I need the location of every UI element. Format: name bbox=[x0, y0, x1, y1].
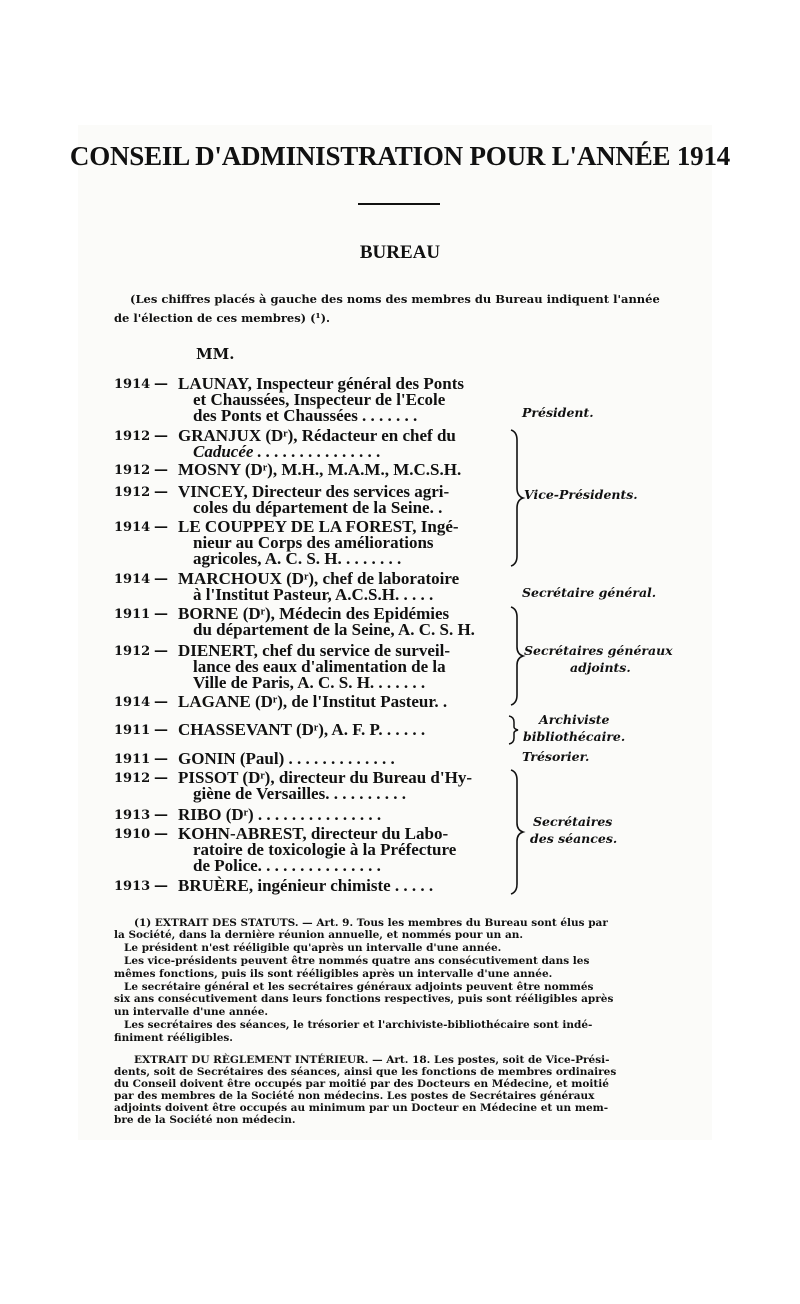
member-text-line: MOSNY (Dʳ), M.H., M.A.M., M.C.S.H. bbox=[178, 460, 462, 479]
role-secretaires-generaux-1: Secrétaires généraux bbox=[524, 643, 673, 658]
member-dash: — bbox=[154, 376, 168, 392]
role-secretaires-generaux-2: adjoints. bbox=[570, 660, 631, 675]
role-archiviste-2: bibliothécaire. bbox=[523, 729, 626, 744]
member-text-line: de Police. . . . . . . . . . . . . . . bbox=[193, 856, 381, 875]
member-text-line: Ville de Paris, A. C. S. H. . . . . . . bbox=[193, 673, 426, 692]
member-text-line: RIBO (Dʳ) . . . . . . . . . . . . . . . bbox=[178, 805, 382, 824]
brace-secretaires-generaux bbox=[505, 605, 527, 707]
member-dash: — bbox=[154, 428, 168, 444]
member-year: 1912 bbox=[114, 485, 151, 500]
member-year: 1912 bbox=[114, 429, 151, 444]
page-title: CONSEIL D'ADMINISTRATION POUR L'ANNÉE 1914 bbox=[69, 141, 731, 171]
brace-archiviste bbox=[505, 715, 521, 745]
member-dash: — bbox=[154, 807, 168, 823]
footnote-line: bre de la Société non médecin. bbox=[114, 1114, 296, 1126]
member-year: 1914 bbox=[114, 377, 151, 392]
member-year: 1910 bbox=[114, 827, 151, 842]
member-text-line: à l'Institut Pasteur, A.C.S.H. . . . . bbox=[193, 585, 434, 604]
member-dash: — bbox=[154, 751, 168, 767]
member-year: 1914 bbox=[114, 695, 151, 710]
member-text-line: ratoire de toxicologie à la Préfecture bbox=[193, 840, 457, 859]
intro-note-line-1: (Les chiffres placés à gauche des noms des membres du Bureau indiquent l'année bbox=[130, 292, 660, 306]
footnote-line: finiment rééligibles. bbox=[114, 1032, 233, 1044]
member-year: 1913 bbox=[114, 879, 151, 894]
footnote-line: dents, soit de Secrétaires des séances, ainsi que les fonctions de membres ordinaires bbox=[114, 1066, 617, 1078]
member-text-line: nieur au Corps des améliorations bbox=[193, 533, 434, 552]
role-vice-presidents: Vice-Présidents. bbox=[524, 487, 638, 502]
member-text-line: BRUÈRE, ingénieur chimiste . . . . . bbox=[178, 876, 434, 895]
member-text-line: MARCHOUX (Dʳ), chef de laboratoire bbox=[178, 569, 460, 588]
footnote-line: Les secrétaires des séances, le trésorier et l'archiviste-bibliothécaire sont indé- bbox=[124, 1019, 593, 1031]
member-dash: — bbox=[154, 462, 168, 478]
member-year: 1911 bbox=[114, 723, 151, 738]
member-text-line: LE COUPPEY DE LA FOREST, Ingé- bbox=[178, 517, 459, 536]
member-dash: — bbox=[154, 519, 168, 535]
member-text-line: KOHN-ABREST, directeur du Labo- bbox=[178, 824, 449, 843]
member-year: 1914 bbox=[114, 572, 151, 587]
footnote-line: EXTRAIT DU RÈGLEMENT INTÉRIEUR. — Art. 18. Les postes, soit de Vice-Prési- bbox=[134, 1054, 610, 1066]
member-text-line: Caducée . . . . . . . . . . . . . . . bbox=[193, 442, 381, 461]
member-dash: — bbox=[154, 643, 168, 659]
member-text-line: VINCEY, Directeur des services agri- bbox=[178, 482, 450, 501]
footnote-line: (1) EXTRAIT DES STATUTS. — Art. 9. Tous les membres du Bureau sont élus par bbox=[134, 917, 608, 929]
mm-label: MM. bbox=[196, 345, 235, 363]
role-president: Président. bbox=[522, 405, 594, 420]
role-archiviste-1: Archiviste bbox=[539, 712, 610, 727]
footnote-line: la Société, dans la dernière réunion annuelle, et nommés pour un an. bbox=[114, 929, 524, 941]
member-text-line: agricoles, A. C. S. H. . . . . . . . bbox=[193, 549, 402, 568]
footnote-line: six ans consécutivement dans leurs fonctions respectives, puis sont rééligibles après bbox=[114, 993, 614, 1005]
member-dash: — bbox=[154, 722, 168, 738]
member-year: 1911 bbox=[114, 607, 151, 622]
member-text-line: LAGANE (Dʳ), de l'Institut Pasteur. . bbox=[178, 692, 448, 711]
member-text-line: du département de la Seine, A. C. S. H. bbox=[193, 620, 475, 639]
member-year: 1911 bbox=[114, 752, 151, 767]
member-year: 1912 bbox=[114, 463, 151, 478]
footnote-line: Le président n'est rééligible qu'après un intervalle d'une année. bbox=[124, 942, 502, 954]
member-text-line: coles du département de la Seine. . bbox=[193, 498, 443, 517]
member-text-line: GONIN (Paul) . . . . . . . . . . . . . bbox=[178, 749, 395, 768]
role-secretaires-seances-2: des séances. bbox=[530, 831, 618, 846]
footnote-line: Le secrétaire général et les secrétaires généraux adjoints peuvent être nommés bbox=[124, 981, 594, 993]
footnote-line: Les vice-présidents peuvent être nommés quatre ans consécutivement dans les bbox=[124, 955, 590, 967]
member-text-line: BORNE (Dʳ), Médecin des Epidémies bbox=[178, 604, 450, 623]
footnote-line: mêmes fonctions, puis ils sont rééligibles après un intervalle d'une année. bbox=[114, 968, 553, 980]
member-text-line: LAUNAY, Inspecteur général des Ponts bbox=[178, 374, 465, 393]
member-text-line: lance des eaux d'alimentation de la bbox=[193, 657, 446, 676]
footnote-line: par des membres de la Société non médecins. Les postes de Secrétaires généraux bbox=[114, 1090, 595, 1102]
member-year: 1912 bbox=[114, 644, 151, 659]
member-year: 1913 bbox=[114, 808, 151, 823]
member-text-line: giène de Versailles. . . . . . . . . . bbox=[193, 784, 406, 803]
member-dash: — bbox=[154, 770, 168, 786]
intro-note-line-2: de l'élection de ces membres) (¹). bbox=[114, 311, 331, 325]
member-text-line: GRANJUX (Dʳ), Rédacteur en chef du bbox=[178, 426, 456, 445]
member-text-line: PISSOT (Dʳ), directeur du Bureau d'Hy- bbox=[178, 768, 472, 787]
member-year: 1914 bbox=[114, 520, 151, 535]
role-tresorier: Trésorier. bbox=[522, 749, 590, 764]
footnote-line: un intervalle d'une année. bbox=[114, 1006, 269, 1018]
member-dash: — bbox=[154, 484, 168, 500]
member-dash: — bbox=[154, 826, 168, 842]
role-secretaire-general: Secrétaire général. bbox=[522, 585, 657, 600]
footnote-line: adjoints doivent être occupés au minimum par un Docteur en Médecine et un mem- bbox=[114, 1102, 609, 1114]
member-text-line: CHASSEVANT (Dʳ), A. F. P. . . . . . bbox=[178, 720, 426, 739]
section-title: BUREAU bbox=[359, 242, 441, 263]
footnote-line: du Conseil doivent être occupés par moitié par des Docteurs en Médecine, et moitié bbox=[114, 1078, 609, 1090]
member-text-line: et Chaussées, Inspecteur de l'Ecole bbox=[193, 390, 446, 409]
member-dash: — bbox=[154, 571, 168, 587]
brace-vice-presidents bbox=[505, 428, 527, 568]
member-text-line: DIENERT, chef du service de surveil- bbox=[178, 641, 451, 660]
brace-secretaires-seances bbox=[505, 768, 527, 896]
role-secretaires-seances-1: Secrétaires bbox=[533, 814, 613, 829]
title-rule bbox=[358, 203, 440, 205]
member-dash: — bbox=[154, 878, 168, 894]
member-year: 1912 bbox=[114, 771, 151, 786]
member-dash: — bbox=[154, 694, 168, 710]
member-dash: — bbox=[154, 606, 168, 622]
member-text-line: des Ponts et Chaussées . . . . . . . bbox=[193, 406, 418, 425]
